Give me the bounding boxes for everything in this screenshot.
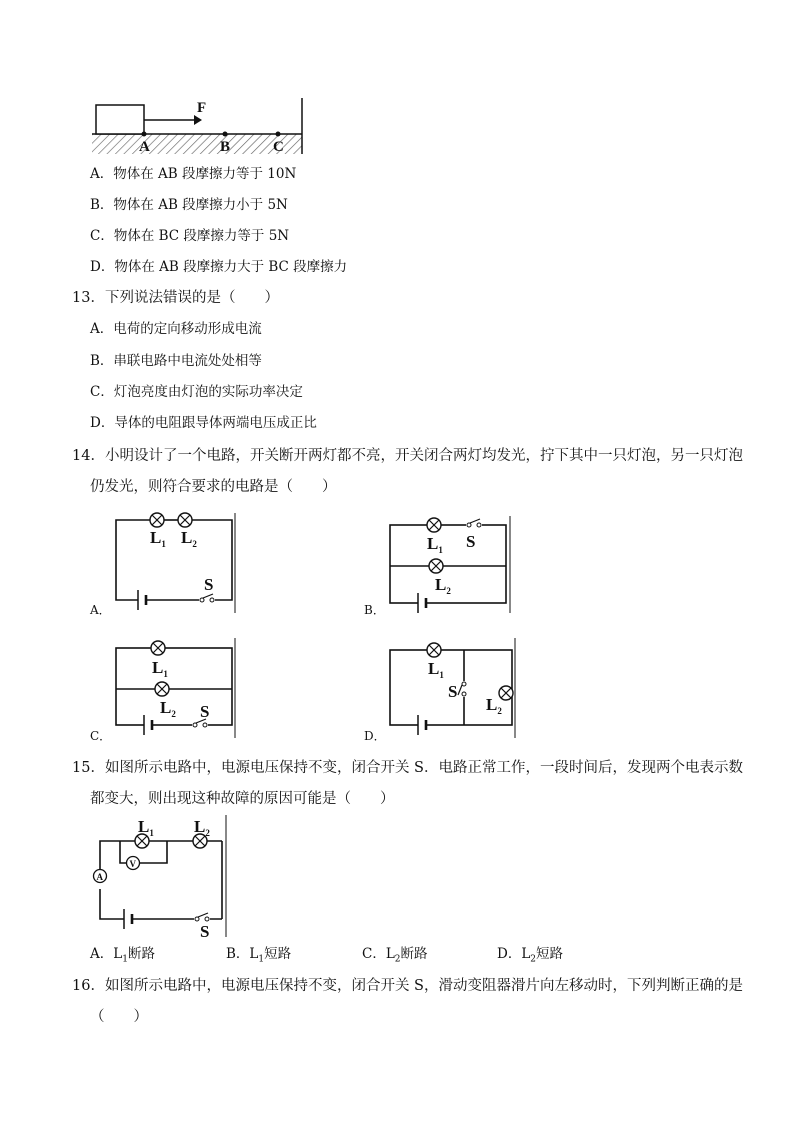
lamp-l1-label: $L_1$	[138, 817, 154, 838]
switch-label: S	[200, 922, 210, 941]
q13-stem: 13．下列说法错误的是（ ）	[72, 290, 279, 306]
switch-icon	[458, 681, 468, 697]
lamp-l2-icon	[499, 686, 513, 700]
switch-icon	[466, 519, 482, 527]
point-b-dot	[223, 132, 228, 137]
q14-label-c: C．	[90, 729, 112, 743]
lamp-l2-label: $L_2$	[486, 695, 502, 716]
q14-stem-line2: 仍发光，则符合要求的电路是（ ）	[90, 479, 337, 495]
battery-icon	[418, 593, 426, 613]
svg-text:V: V	[129, 859, 136, 869]
q12-option-c: C．物体在 BC 段摩擦力等于 5N	[90, 228, 290, 244]
q15-option-c: C．$L_2$断路	[362, 946, 428, 965]
svg-text:A: A	[96, 872, 103, 882]
q13-option-d: D．导体的电阻跟导体两端电压成正比	[90, 415, 317, 431]
point-b-label: B	[220, 139, 231, 155]
lamp-l1-label: $L_1$	[152, 658, 168, 679]
q15-option-a: A．$L_1$断路	[90, 946, 155, 965]
q16-stem-line1: 16．如图所示电路中，电源电压保持不变，闭合开关 S，滑动变阻器滑片向左移动时，下列判断正确的是	[72, 978, 743, 994]
lamp-l1-icon	[150, 513, 164, 527]
q12-option-d: D．物体在 AB 段摩擦力大于 BC 段摩擦力	[90, 259, 348, 275]
q13-option-b: B．串联电路中电流处处相等	[90, 353, 262, 369]
block	[96, 105, 144, 134]
q15-option-b: B．$L_1$短路	[226, 946, 292, 965]
lamp-l2-label: $L_2$	[194, 817, 210, 838]
switch-icon	[199, 594, 215, 602]
lamp-l1-icon	[427, 518, 441, 532]
lamp-l2-icon	[429, 559, 443, 573]
switch-label: S	[204, 575, 214, 594]
lamp-l1-icon	[135, 834, 149, 848]
lamp-l2-label: $L_2$	[181, 528, 197, 549]
force-label: F	[197, 100, 207, 116]
battery-icon	[144, 715, 152, 735]
q12-option-a: A．物体在 AB 段摩擦力等于 10N	[90, 166, 297, 182]
point-a-dot	[142, 132, 147, 137]
lamp-l1-label: $L_1$	[428, 659, 444, 680]
battery-icon	[138, 590, 146, 610]
q15-stem-line2: 都变大，则出现这种故障的原因可能是（ ）	[90, 791, 395, 807]
point-c-label: C	[273, 139, 284, 155]
q16-stem-line2: （ ）	[90, 1009, 148, 1025]
lamp-l2-icon	[178, 513, 192, 527]
lamp-l1-icon	[427, 643, 441, 657]
ammeter-icon	[94, 870, 107, 883]
lamp-l2-label: $L_2$	[160, 698, 176, 719]
q15-option-d: D．$L_2$短路	[497, 946, 564, 965]
battery-icon	[418, 715, 426, 735]
lamp-l2-label: $L_2$	[435, 575, 451, 596]
q14-circuit-b	[382, 513, 512, 615]
switch-label: S	[448, 682, 458, 701]
force-arrow-head	[194, 115, 202, 125]
lamp-l1-label: $L_1$	[427, 534, 443, 555]
q14-circuit-d	[382, 635, 517, 741]
q14-label-a: A．	[90, 603, 111, 617]
q15-stem-line1: 15．如图所示电路中，电源电压保持不变，闭合开关 S．电路正常工作，一段时间后，发现两个电表示数	[72, 760, 743, 776]
q12-option-b: B．物体在 AB 段摩擦力小于 5N	[90, 197, 288, 213]
point-c-dot	[276, 132, 281, 137]
q14-circuit-a	[108, 510, 243, 616]
q13-option-a: A．电荷的定向移动形成电流	[90, 321, 262, 337]
ground-hatch	[92, 134, 302, 154]
lamp-l1-icon	[151, 641, 165, 655]
battery-icon	[124, 909, 132, 929]
switch-label: S	[466, 532, 476, 551]
q14-circuit-c	[108, 635, 243, 741]
q14-label-d: D．	[364, 729, 386, 743]
q12-figure	[88, 96, 308, 158]
switch-label: S	[200, 702, 210, 721]
q13-option-c: C．灯泡亮度由灯泡的实际功率决定	[90, 384, 303, 400]
lamp-l1-label: $L_1$	[150, 528, 166, 549]
q14-stem-line1: 14．小明设计了一个电路，开关断开两灯都不亮，开关闭合两灯均发光，拧下其中一只灯泡，另一只灯泡	[72, 448, 743, 464]
q15-circuit	[88, 813, 233, 941]
lamp-l2-icon	[155, 682, 169, 696]
point-a-label: A	[139, 139, 150, 155]
switch-icon	[194, 913, 210, 921]
voltmeter-icon	[127, 857, 140, 870]
q14-label-b: B．	[364, 603, 385, 617]
